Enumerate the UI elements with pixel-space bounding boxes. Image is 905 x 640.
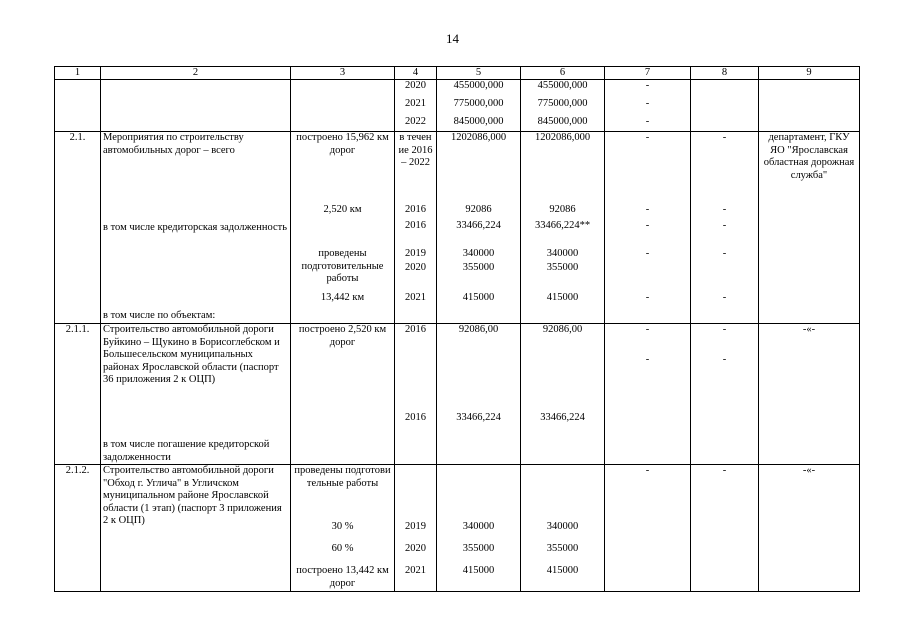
amount-cell: 340000 [462, 248, 495, 259]
table-row [55, 324, 860, 465]
amount-cell: 455000,000 [537, 80, 588, 91]
dash-cell: - [722, 248, 727, 259]
amount-cell: 340000 [546, 248, 579, 259]
amount-cell: 845000,000 [453, 116, 504, 127]
amount-cell: 775000,000 [453, 98, 504, 109]
dash-cell: - [645, 324, 650, 335]
year-2022: 2022 [405, 116, 426, 127]
result-text: 2,520 км [323, 204, 362, 215]
year-cell: 2021 [405, 292, 426, 303]
amount-cell: 33466,224 [456, 412, 501, 423]
table-row [55, 80, 860, 132]
header-row [55, 67, 860, 80]
amount-cell: 92086 [549, 204, 576, 215]
result-text: проведены подготовительные работы [301, 248, 384, 284]
dash-cell: - [645, 80, 650, 91]
amount-cell: 92086,00 [458, 324, 499, 335]
year-cell: 2016 [405, 412, 426, 423]
objects-subrow-label: в том числе по объектам: [103, 310, 216, 321]
header-cell-5: 5 [437, 67, 521, 80]
year-2021: 2021 [405, 98, 426, 109]
dash-cell: - [645, 116, 650, 127]
dash-cell: - [645, 204, 650, 215]
table-row [55, 132, 860, 324]
result-text: 30 % [331, 521, 354, 532]
measure-name: Строительство автомобильной дороги Буйкино – Щукино в Борисоглебском и Большесельском муниципальных районах Ярославской области (паспорт 36 приложения 2 к ОЦП) [103, 324, 280, 385]
header-cell-4: 4 [395, 67, 437, 80]
dash-cell: - [722, 132, 727, 143]
row-number: 2.1.1. [55, 324, 101, 465]
dash-cell: - [645, 248, 650, 259]
year-2020: 2020 [405, 80, 426, 91]
measure-name: Мероприятия по строительству автомобильных дорог – всего [103, 132, 244, 156]
dash-cell: - [645, 292, 650, 303]
responsible-executor: -«- [759, 465, 860, 592]
result-text: проведены подготовительные работы [294, 465, 391, 489]
amount-cell: 415000 [546, 292, 579, 303]
amount-cell: 355000 [462, 262, 495, 273]
header-cell-6: 6 [521, 67, 605, 80]
amount-cell: 33466,224** [534, 220, 591, 231]
page-number: 14 [446, 31, 459, 46]
amount-cell: 33466,224 [540, 412, 585, 423]
dash-cell: - [645, 220, 650, 231]
amount-cell: 340000 [546, 521, 579, 532]
amount-cell: 355000 [546, 543, 579, 554]
result-text: построено 13,442 км дорог [296, 565, 389, 589]
result-text: 13,442 км [320, 292, 365, 303]
header-cell-2: 2 [101, 67, 291, 80]
row-number: 2.1.2. [55, 465, 101, 592]
dash-cell: - [722, 354, 727, 365]
amount-cell: 1202086,000 [534, 132, 591, 143]
measure-name: Строительство автомобильной дороги "Обход г. Углича" в Угличском муниципальном районе Ярославской области (1 этап) (паспорт 3 приложения 2 к ОЦП) [101, 465, 291, 592]
dash-cell: - [645, 354, 650, 365]
amount-cell: 455000,000 [453, 80, 504, 91]
amount-cell: 92086,00 [542, 324, 583, 335]
year-cell: 2020 [405, 543, 426, 554]
dash-cell: - [645, 132, 650, 143]
year-cell: 2016 [405, 220, 426, 231]
header-cell-1: 1 [55, 67, 101, 80]
amount-cell: 33466,224 [456, 220, 501, 231]
dash-cell: - [722, 220, 727, 231]
amount-cell: 1202086,000 [450, 132, 507, 143]
year-cell: 2019 [405, 521, 426, 532]
program-table [54, 66, 860, 592]
year-cell: 2020 [405, 262, 426, 273]
period-text: в течение 2016 – 2022 [398, 132, 433, 168]
amount-cell: 415000 [546, 565, 579, 576]
year-cell: 2016 [405, 204, 426, 215]
amount-cell: 92086 [465, 204, 492, 215]
amount-cell: 415000 [462, 565, 495, 576]
header-cell-7: 7 [605, 67, 691, 80]
table-row [55, 465, 860, 592]
amount-cell: 415000 [462, 292, 495, 303]
dash-cell: - [722, 204, 727, 215]
amount-cell: 845000,000 [537, 116, 588, 127]
amount-cell: 775000,000 [537, 98, 588, 109]
header-cell-3: 3 [291, 67, 395, 80]
dash-cell: - [605, 465, 691, 592]
result-text: 60 % [331, 543, 354, 554]
year-cell: 2021 [405, 565, 426, 576]
amount-cell: 355000 [462, 543, 495, 554]
year-cell: 2016 [405, 324, 426, 335]
credit-subrow-label: в том числе погашение кредиторской задолженности [103, 439, 270, 463]
dash-cell: - [691, 465, 759, 592]
responsible-executor: -«- [759, 324, 860, 465]
result-text: построено 2,520 км дорог [291, 324, 395, 465]
year-cell: 2019 [405, 248, 426, 259]
responsible-executor: департамент, ГКУ ЯО "Ярославская областная дорожная служба" [759, 132, 860, 324]
header-cell-8: 8 [691, 67, 759, 80]
credit-subrow-label: в том числе кредиторская задолженность [103, 222, 288, 233]
dash-cell: - [722, 324, 727, 335]
amount-cell: 340000 [462, 521, 495, 532]
row-number: 2.1. [55, 132, 101, 324]
dash-cell: - [645, 98, 650, 109]
header-cell-9: 9 [759, 67, 860, 80]
result-text: построено 15,962 км дорог [296, 132, 389, 156]
amount-cell: 355000 [546, 262, 579, 273]
dash-cell: - [722, 292, 727, 303]
